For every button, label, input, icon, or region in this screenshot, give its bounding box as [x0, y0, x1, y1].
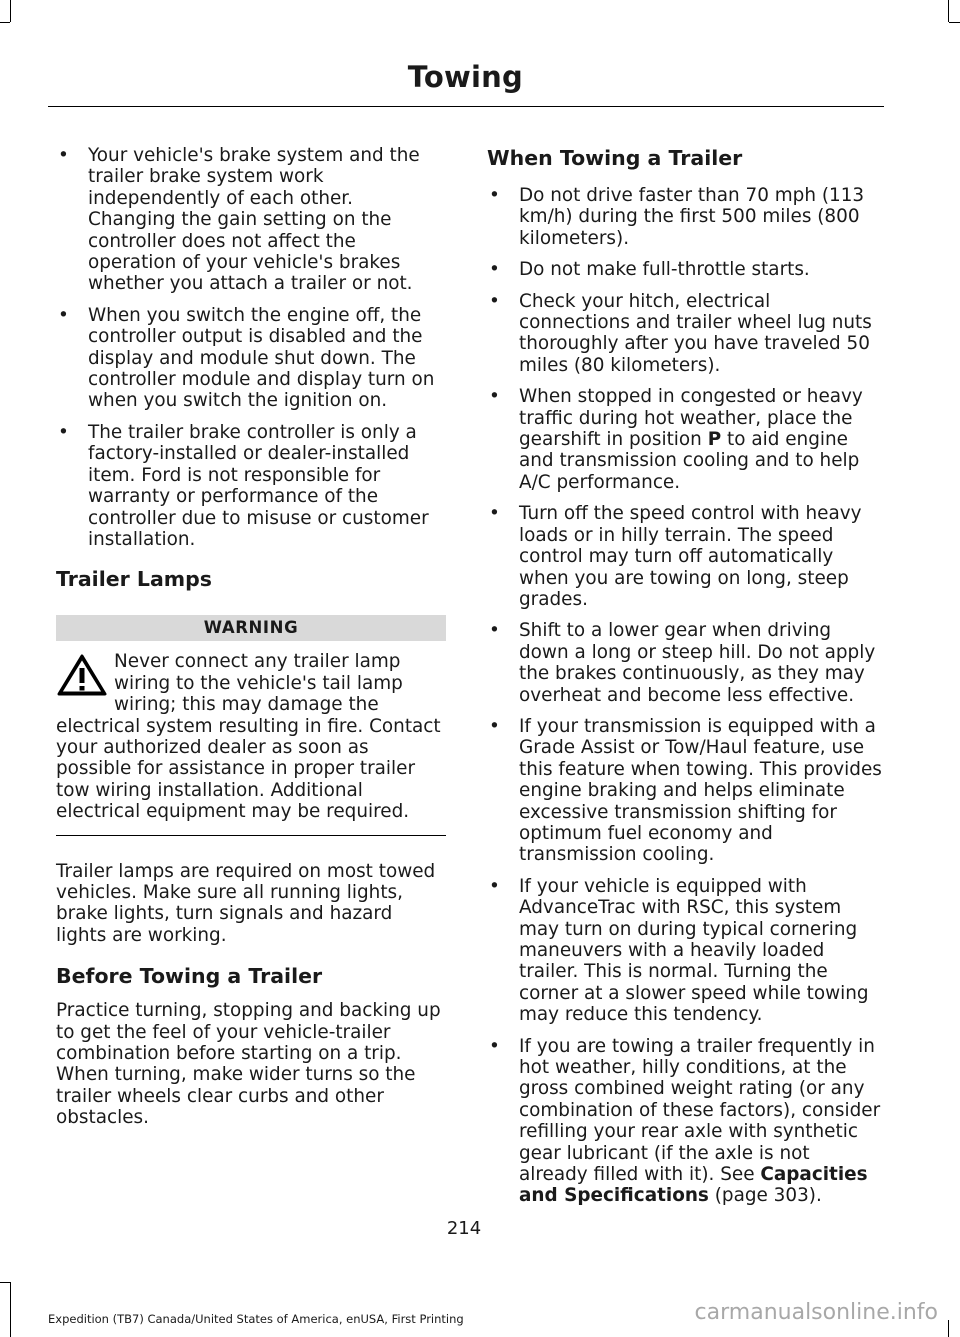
bullet-mark: •: [489, 620, 500, 642]
bullet-mark: •: [58, 304, 69, 326]
left-column: [56, 145, 446, 1129]
list-item: [487, 185, 882, 249]
list-item: [487, 620, 882, 706]
bullet-mark: •: [489, 259, 500, 281]
gear-position: P: [707, 429, 722, 451]
list-item: [487, 716, 882, 866]
list-item-text: Shift to a lower gear when driving down a long or steep hill. Do not apply the brakes continuously, as they may overheat and become less effective.: [519, 620, 876, 706]
list-item: [56, 145, 446, 295]
warning-box: [56, 615, 446, 835]
crop-mark: [948, 1320, 949, 1337]
bullet-mark: •: [489, 185, 500, 206]
warning-label: WARNING: [56, 615, 446, 641]
list-item-text: Do not drive faster than 70 mph (113 km/h) during the first 500 miles (800 kilometers).: [519, 185, 865, 249]
list-item: [487, 503, 882, 610]
bullet-mark: •: [58, 145, 69, 166]
list-item: [56, 305, 446, 412]
warning-divider: [56, 835, 446, 836]
crop-mark: [949, 22, 960, 23]
page-reference: (page 303).: [708, 1185, 822, 1207]
page-title: Towing: [407, 60, 523, 94]
list-item-text: to aid engine and transmission cooling and to help A/C performance.: [519, 429, 860, 493]
towing-bullet-list: [487, 185, 882, 1207]
list-item-text: Check your hitch, electrical connections and trailer wheel lug nuts thoroughly after you have traveled 50 miles (80 kilometers).: [519, 290, 872, 376]
list-item-text: If you are towing a trailer frequently in hot weather, hilly conditions, at the gross combined weight rating (or any combination of these factors), consider refilling your rear axle with synthetic gear lubricant (if the axle is not already filled with it). See: [519, 1035, 881, 1186]
bullet-mark: •: [489, 290, 500, 312]
list-item-text: If your vehicle is equipped with AdvanceTrac with RSC, this system may turn on during typical cornering maneuvers with a heavily loaded trailer. This is normal. Turning the corner at a slower speed while towing may reduce this tendency.: [519, 875, 869, 1026]
trailer-lamps-paragraph: Trailer lamps are required on most towed vehicles. Make sure all running lights, brake lights, turn signals and hazard lights are working.: [56, 860, 436, 946]
bullet-mark: •: [489, 386, 500, 408]
list-item: [56, 422, 446, 550]
when-towing-heading: When Towing a Trailer: [487, 146, 743, 170]
list-item: [487, 386, 882, 493]
warning-text: Never connect any trailer lamp wiring to the vehicle's tail lamp wiring; this may damage the electrical system resulting in fire. Contact your authorized dealer as soon as possible for assistance in proper trailer tow wiring installation. Additional electrical equipment may be required.: [56, 651, 441, 823]
capacities-link[interactable]: Capacities and Specifications: [519, 1164, 868, 1207]
list-item-text: If your transmission is equipped with a Grade Assist or Tow/Haul feature, use this feature when towing. This provides engine braking and helps eliminate excessive transmission shifting for optimum fuel economy and transmission cooling.: [519, 715, 882, 866]
bullet-mark: •: [489, 503, 500, 525]
trailer-lamps-heading: Trailer Lamps: [56, 567, 213, 592]
page-number: 214: [446, 1218, 482, 1239]
bullet-mark: •: [489, 1035, 500, 1057]
before-towing-heading: Before Towing a Trailer: [56, 964, 323, 989]
crop-mark: [948, 0, 949, 22]
crop-mark: [0, 22, 10, 23]
list-item-text: When stopped in congested or heavy traffic during hot weather, place the gearshift in position: [519, 386, 863, 451]
right-column: [487, 145, 882, 1217]
list-item-text: The trailer brake controller is only a factory-installed or dealer-installed item. Ford is not responsible for warranty or performance of the controller due to misuse or customer installation.: [88, 421, 429, 550]
brake-bullet-list: [56, 145, 446, 550]
bullet-mark: •: [489, 715, 500, 737]
list-item-text: When you switch the engine off, the controller output is disabled and the display and module shut down. The controller module and display turn on when you switch the ignition on.: [88, 304, 435, 412]
crop-mark: [0, 1282, 10, 1283]
crop-mark: [10, 1282, 11, 1337]
warning-triangle-icon: [56, 653, 108, 697]
bullet-mark: •: [489, 875, 500, 897]
list-item: [487, 291, 882, 377]
list-item: [487, 259, 882, 280]
watermark: carmanualsonline.info: [694, 1300, 938, 1325]
before-towing-paragraph: Practice turning, stopping and backing up to get the feel of your vehicle-trailer combination before starting on a trip. When turning, make wider turns so the trailer wheels clear curbs and other obstacles.: [56, 1000, 441, 1129]
list-item: [487, 876, 882, 1026]
list-item-text: Do not make full-throttle starts.: [519, 259, 810, 281]
crop-mark: [10, 0, 11, 22]
header-divider: [48, 106, 884, 107]
list-item-text: Your vehicle's brake system and the trailer brake system work independently of each other. Changing the gain setting on the controller does not affect the operation of your vehicle's brakes whether you attach a trailer or not.: [88, 145, 420, 295]
warning-body: [56, 651, 446, 822]
list-item-text: Turn off the speed control with heavy loads or in hilly terrain. The speed control may turn off automatically when you are towing on long, steep grades.: [519, 503, 862, 610]
list-item: [487, 1036, 882, 1207]
bullet-mark: •: [58, 421, 69, 443]
footer-text: Expedition (TB7) Canada/United States of America, enUSA, First Printing: [48, 1312, 464, 1326]
